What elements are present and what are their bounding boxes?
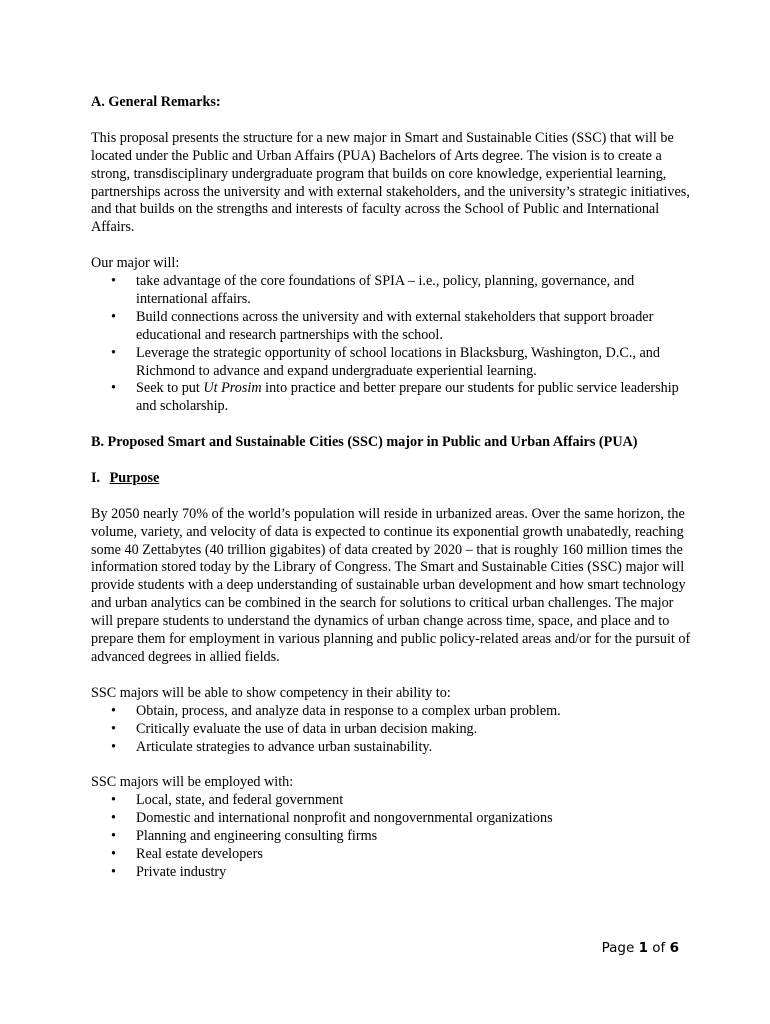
competency-intro: SSC majors will be able to show competency in their ability to: — [91, 684, 451, 701]
list-item: • Build connections across the university and with external stakeholders that support broader educational and research partnerships with the school. — [91, 309, 691, 345]
major-will-intro: Our major will: — [91, 255, 180, 272]
list-item: • Domestic and international nonprofit and nongovernmental organizations — [91, 810, 691, 828]
purpose-number: I. — [91, 469, 101, 486]
list-item: • Obtain, process, and analyze data in response to a complex urban problem. — [91, 703, 691, 721]
list-item: • Private industry — [91, 864, 691, 882]
of-label: of — [652, 940, 666, 956]
major-will-list — [91, 273, 691, 416]
document-page — [91, 94, 691, 882]
list-item: • Planning and engineering consulting firms — [91, 828, 691, 846]
page-label: Page — [601, 940, 635, 956]
page-number: 1 — [638, 940, 648, 956]
page-footer — [602, 940, 679, 958]
list-item-text: into practice and better prepare our students for public service leadership and scholarship. — [136, 380, 679, 415]
purpose-paragraph: By 2050 nearly 70% of the world’s population will reside in urbanized areas. Over the same horizon, the volume, variety, and velocity of data is expected to continue its exponential growth unabatedly, reaching some 40 Zettabytes (40 trillion gigabites) of data created by 2020 – that is roughly 160 million times the information stored today by the Library of Congress. The Smart and Sustainable Cities (SSC) major will provide students with a deep understanding of sustainable urban development and how smart technology and urban analytics can be combined in the search for solutions to critical urban challenges. The major will prepare students to understand the dynamics of urban change across time, space, and place and to prepare them for employment in various planning and public policy-related areas and/or for the pursuit of advanced degrees in allied fields. — [91, 505, 691, 666]
employment-intro: SSC majors will be employed with: — [91, 774, 294, 791]
section-a-paragraph: This proposal presents the structure for a new major in Smart and Sustainable Cities (SSC) that will be located under the Public and Urban Affairs (PUA) Bachelors of Arts degree. The vision is to create a strong, transdisciplinary undergraduate program that builds on core knowledge, experiential learning, partnerships across the university and with external stakeholders, and the university’s strategic initiatives, and that builds on the strengths and interests of faculty across the School of Public and International Affairs. — [91, 129, 690, 236]
purpose-heading — [91, 470, 691, 488]
list-item — [91, 380, 691, 416]
list-item: • take advantage of the core foundations of SPIA – i.e., policy, planning, governance, and international affairs. — [91, 273, 691, 309]
list-item: • Critically evaluate the use of data in urban decision making. — [91, 721, 691, 739]
competency-list — [91, 703, 691, 757]
list-item: • Real estate developers — [91, 846, 691, 864]
employers-list — [91, 792, 691, 882]
section-b-heading: B. Proposed Smart and Sustainable Cities (SSC) major in Public and Urban Affairs (PUA) — [91, 434, 638, 451]
list-item: • Local, state, and federal government — [91, 792, 691, 810]
list-item-text: Seek to put — [136, 380, 204, 397]
page-total: 6 — [669, 940, 679, 956]
ut-prosim-text: Ut Prosim — [203, 380, 262, 397]
section-a-heading: A. General Remarks: — [91, 94, 221, 110]
purpose-title: Purpose — [109, 469, 160, 486]
list-item: • Articulate strategies to advance urban sustainability. — [91, 739, 691, 757]
list-item: • Leverage the strategic opportunity of school locations in Blacksburg, Washington, D.C., and Richmond to advance and expand undergraduate experiential learning. — [91, 345, 691, 381]
